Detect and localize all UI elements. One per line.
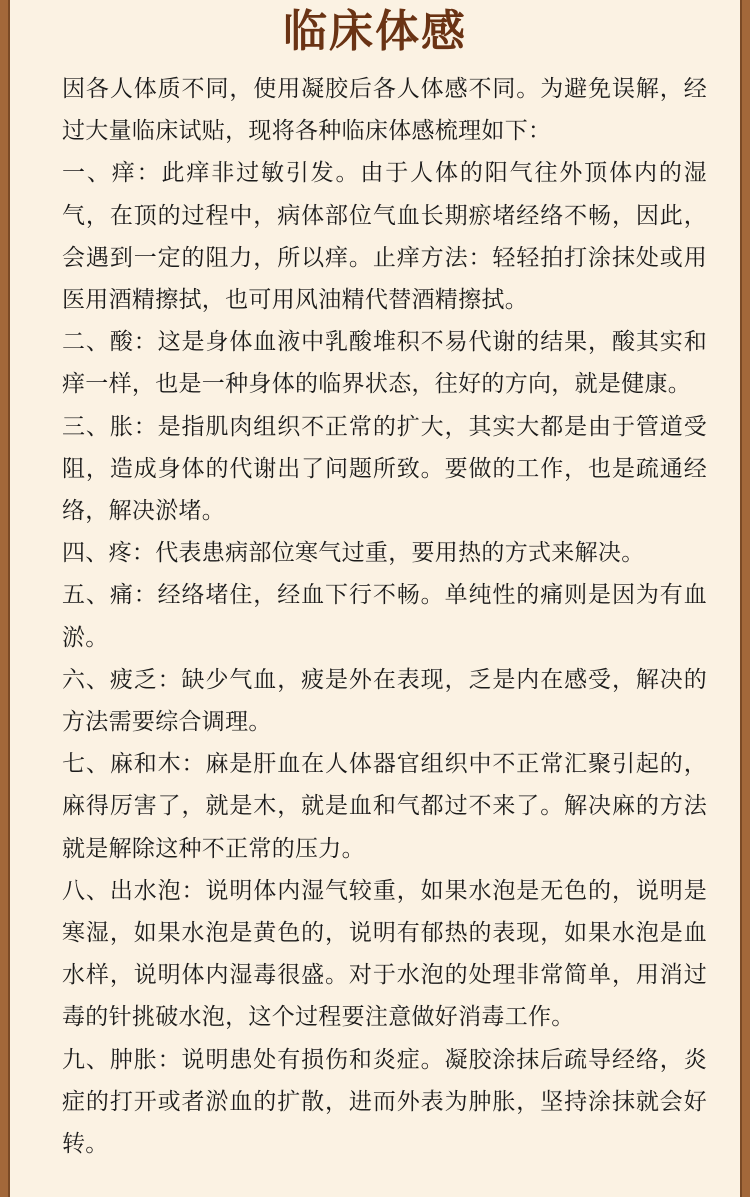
item-swelling: 三、胀：是指肌肉组织不正常的扩大，其实大都是由于管道受阻，造成身体的代谢出了问题所致。要做的工作，也是疏通经络，解决淤堵。 xyxy=(62,413,707,525)
content-panel xyxy=(8,0,742,1197)
item-pain: 五、痛：经络堵住，经血下行不畅。单纯性的痛则是因为有血淤。 xyxy=(62,582,707,651)
article-body xyxy=(62,68,707,1165)
item-sour: 二、酸：这是身体血液中乳酸堆积不易代谢的结果，酸其实和痒一样，也是一种身体的临界状态，往好的方向，就是健康。 xyxy=(62,329,707,398)
item-ache: 四、疼：代表患病部位寒气过重，要用热的方式来解决。 xyxy=(62,540,645,567)
item-numbness: 七、麻和木：麻是肝血在人体器官组织中不正常汇聚引起的，麻得厉害了，就是木，就是血和气都过不来了。解决麻的方法就是解除这种不正常的压力。 xyxy=(62,751,707,862)
item-edema: 九、肿胀：说明患处有损伤和炎症。凝胶涂抹后疏导经络，炎症的打开或者淤血的扩散，进而外表为肿胀，坚持涂抹就会好转。 xyxy=(62,1046,707,1158)
page-title: 临床体感 xyxy=(283,6,467,57)
item-itch: 一、痒：此痒非过敏引发。由于人体的阳气往外顶体内的湿气，在顶的过程中，病体部位气血长期瘀堵经络不畅，因此，会遇到一定的阻力，所以痒。止痒方法：轻轻拍打涂抹处或用医用酒精擦拭，也可用风油精代替酒精擦拭。 xyxy=(62,160,707,314)
item-fatigue: 六、疲乏：缺少气血，疲是外在表现，乏是内在感受，解决的方法需要综合调理。 xyxy=(62,666,707,736)
intro-paragraph: 因各人体质不同，使用凝胶后各人体感不同。为避免误解，经过大量临床试贴，现将各种临床体感梳理如下： xyxy=(62,76,707,145)
item-blisters: 八、出水泡：说明体内湿气较重，如果水泡是无色的，说明是寒湿，如果水泡是黄色的，说明有郁热的表现，如果水泡是血水样，说明体内湿毒很盛。对于水泡的处理非常简单，用消过毒的针挑破水泡，这个过程要注意做好消毒工作。 xyxy=(62,877,707,1031)
